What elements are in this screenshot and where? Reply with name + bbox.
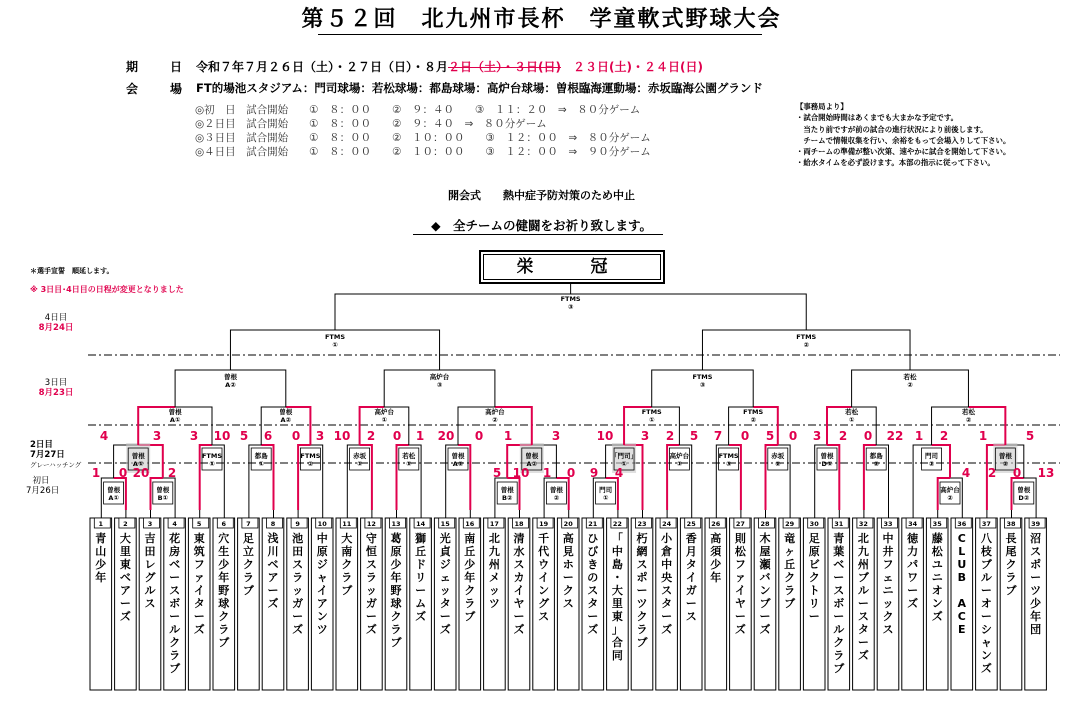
round-day3-label: 3日目 bbox=[44, 378, 68, 388]
venue-label: 門司 bbox=[599, 486, 613, 494]
score: 5 bbox=[1025, 429, 1035, 443]
venue-label: ② bbox=[965, 416, 972, 424]
round-day4-label: 4日目 bbox=[44, 313, 68, 323]
venue-label: FTMS bbox=[300, 452, 321, 460]
venue-label: 赤坂 bbox=[353, 452, 367, 460]
team-name: 池田スラッガーズ bbox=[292, 532, 304, 636]
team-name: C L U B A C E bbox=[957, 532, 967, 636]
team-number: 37 bbox=[981, 520, 991, 528]
team-name: 則松ファイヤーズ bbox=[734, 532, 746, 636]
champion-box: 栄 冠 bbox=[479, 250, 665, 284]
team-name: 高須少年 bbox=[710, 532, 722, 584]
venue-label: ③ bbox=[567, 303, 574, 311]
team-number: 4 bbox=[172, 520, 177, 528]
score: 1 bbox=[978, 429, 988, 443]
score: 0 bbox=[788, 429, 798, 443]
venue-label: 曽根 bbox=[107, 486, 121, 494]
dates-new: ２３日(土)・２４日(日) bbox=[573, 60, 703, 74]
team-name: 朽網スポーツクラブ bbox=[636, 532, 648, 649]
venue-label: 若松 bbox=[845, 408, 859, 416]
team-number: 9 bbox=[295, 520, 300, 528]
venue-label: 高炉台 bbox=[374, 408, 394, 416]
team-name: 香月タイガース bbox=[685, 532, 697, 623]
venue-label: 若松 bbox=[402, 452, 416, 460]
score: 0 bbox=[392, 429, 402, 443]
venue-label: FTMS bbox=[324, 333, 346, 341]
venue-label: 高炉台 bbox=[429, 373, 450, 381]
score: 2 bbox=[665, 429, 675, 443]
team-name: 藤松ユニオンズ bbox=[931, 532, 943, 623]
venue-label: ① bbox=[209, 460, 215, 468]
venue-label: ② bbox=[307, 460, 314, 468]
score: 9 bbox=[589, 466, 599, 480]
venue-label: ① bbox=[258, 460, 264, 468]
venue-label: 曽根 bbox=[1017, 486, 1031, 494]
score: 0 bbox=[863, 429, 873, 443]
venue-label: ① bbox=[332, 341, 338, 349]
team-name: 穴生少年野球クラブ bbox=[218, 532, 230, 649]
team-number: 2 bbox=[123, 520, 128, 528]
venue-label: A② bbox=[526, 460, 538, 468]
venue-label: 曽根 bbox=[549, 486, 563, 494]
score: 20 bbox=[437, 429, 455, 443]
note-line: 【事務局より】 bbox=[796, 102, 848, 111]
team-name: 北九州メッツ bbox=[488, 532, 500, 610]
team-name: 獅丘ドリームズ bbox=[415, 532, 427, 623]
team-number: 25 bbox=[686, 520, 696, 528]
team-name: 北九州ブルースターズ bbox=[857, 532, 869, 662]
winner-line bbox=[932, 445, 950, 478]
team-name: ひびきのスターズ bbox=[587, 532, 599, 636]
venue-label: 高炉台 bbox=[669, 452, 690, 460]
dates-main: 令和７年７月２６日（土）・２７日（日）・８月 bbox=[196, 60, 449, 74]
note-line: ・両チームの準備が整い次第、速やかに試合を開始して下さい。 bbox=[796, 147, 1011, 157]
score: 1 bbox=[503, 429, 513, 443]
venue-label: ② bbox=[1002, 460, 1009, 468]
venue-label: ③ bbox=[725, 460, 732, 468]
venue-label: 高炉台 bbox=[940, 486, 960, 494]
venue-label: B② bbox=[501, 494, 513, 502]
team-number: 1 bbox=[98, 520, 104, 528]
team-number: 3 bbox=[147, 520, 153, 528]
venue-label: 「門司」 bbox=[611, 452, 638, 460]
team-number: 8 bbox=[270, 520, 276, 528]
team-number: 23 bbox=[637, 520, 647, 528]
venue-label: 曽根 bbox=[998, 452, 1012, 460]
team-name: 千代ウイングス bbox=[538, 532, 550, 623]
team-name: 沼スポーツ少年団 bbox=[1030, 532, 1042, 636]
team-name: 青葉ベースボールクラブ bbox=[833, 532, 845, 675]
venue-label: ② bbox=[803, 341, 810, 349]
score: 3 bbox=[812, 429, 822, 443]
score: 0 bbox=[118, 466, 128, 480]
team-number: 22 bbox=[612, 520, 622, 528]
score: 7 bbox=[713, 429, 723, 443]
round-day2-note: グレーハッチング bbox=[30, 461, 82, 469]
score: 5 bbox=[492, 466, 502, 480]
schedule-day3: ◎３日目 試合開始 ① ８：００ ② １０：００ ③ １２：００ ⇒ ８０分ゲーム bbox=[195, 132, 651, 144]
team-number: 32 bbox=[858, 520, 868, 528]
venue-label: FTMS bbox=[743, 408, 764, 416]
team-name: 小倉中央スターズ bbox=[661, 532, 673, 636]
team-name: 八枝ブルーオーシャンズ bbox=[980, 532, 992, 675]
venue-label: ① bbox=[621, 460, 627, 468]
dates-struck: ２日（土）・３日(日) bbox=[448, 60, 561, 74]
team-number: 29 bbox=[785, 520, 795, 528]
team-number: 18 bbox=[514, 520, 524, 528]
note-line: チームで情報収集を行い、余裕をもって会場入りして下さい。 bbox=[796, 135, 1011, 145]
venue-label: FTMS bbox=[560, 295, 581, 303]
venue-label: 高炉台 bbox=[485, 408, 505, 416]
venue-label: A① bbox=[132, 460, 144, 468]
venue-label: A① bbox=[108, 494, 119, 502]
team-number: 34 bbox=[908, 520, 918, 528]
venue-label: ③ bbox=[436, 381, 443, 389]
venue-label: ② bbox=[553, 494, 560, 502]
page-title: 第５２回 北九州市長杯 学童軟式野球大会 bbox=[301, 6, 782, 32]
score: 10 bbox=[596, 429, 614, 443]
team-number: 17 bbox=[489, 520, 499, 528]
venue-label: D① bbox=[821, 460, 833, 468]
venue-label: 門司 bbox=[925, 452, 939, 460]
score: 2 bbox=[366, 429, 376, 443]
score: 1 bbox=[542, 466, 552, 480]
score: 0 bbox=[740, 429, 750, 443]
score: 5 bbox=[689, 429, 699, 443]
score: 4 bbox=[614, 466, 624, 480]
team-number: 19 bbox=[539, 520, 549, 528]
team-name: 「中島・大里東」合同 bbox=[611, 532, 623, 662]
team-number: 14 bbox=[416, 520, 426, 528]
venue-label: ② bbox=[775, 460, 781, 468]
change-note: ※ 3日目･4日目の日程が変更となりました bbox=[30, 285, 184, 294]
venue-text: FT的場池スタジアム：門司球場：若松球場：都島球場：高炉台球場：曽根臨海運動場：赤坂臨海公園グランド bbox=[196, 81, 763, 95]
team-name: 浅川ベアーズ bbox=[267, 532, 279, 610]
team-name: 守恒スラッガーズ bbox=[365, 532, 377, 636]
venue-label: 曽根 bbox=[156, 486, 170, 494]
team-name: 高見ホークス bbox=[562, 532, 574, 610]
score: 2 bbox=[838, 429, 848, 443]
round-day1-label: 初日 bbox=[32, 476, 50, 486]
venue-label: 曽根 bbox=[820, 452, 834, 460]
score: 4 bbox=[961, 466, 971, 480]
team-number: 28 bbox=[760, 520, 770, 528]
score: 4 bbox=[99, 429, 109, 443]
venue-label: FTMS bbox=[692, 373, 713, 381]
score: 3 bbox=[640, 429, 650, 443]
team-number: 36 bbox=[957, 520, 967, 528]
score: 1 bbox=[415, 429, 425, 443]
team-name: 花房ベースボールクラブ bbox=[169, 532, 181, 675]
score: 20 bbox=[132, 466, 150, 480]
venue-label: ① bbox=[676, 460, 683, 468]
venue-label: FTMS bbox=[718, 452, 739, 460]
venue-label: 都島 bbox=[869, 452, 883, 460]
score: 3 bbox=[551, 429, 561, 443]
wish-message: ◆ 全チームの健闘をお祈り致します。 bbox=[430, 218, 653, 233]
score: 3 bbox=[315, 429, 325, 443]
team-number: 27 bbox=[735, 520, 745, 528]
team-number: 26 bbox=[711, 520, 721, 528]
score: 6 bbox=[263, 429, 273, 443]
round-day3-date: 8月23日 bbox=[38, 388, 74, 398]
score: 0 bbox=[291, 429, 301, 443]
opening-ceremony: 開会式 熱中症予防対策のため中止 bbox=[448, 189, 635, 202]
score: 2 bbox=[939, 429, 949, 443]
score: 2 bbox=[167, 466, 177, 480]
seed-note: ＊選手宣誓 順延します。 bbox=[30, 267, 114, 275]
venue-label: 若松 bbox=[903, 373, 917, 381]
round-day4-date: 8月24日 bbox=[38, 323, 74, 333]
team-name: 東筑ファイターズ bbox=[193, 532, 205, 636]
team-name: 大南クラブ bbox=[341, 532, 353, 597]
team-number: 39 bbox=[1031, 520, 1041, 528]
team-name: 吉田レグルス bbox=[144, 532, 156, 610]
round-day1-date: 7月26日 bbox=[26, 486, 60, 496]
score: 1 bbox=[91, 466, 101, 480]
note-line: ・試合開始時間はあくまでも大まかな予定です。 bbox=[796, 113, 959, 123]
venue-label: ① bbox=[848, 416, 855, 424]
score: 3 bbox=[189, 429, 199, 443]
venue-label: ① bbox=[648, 416, 655, 424]
venue-label: FTMS bbox=[641, 408, 662, 416]
venue-label: ① bbox=[406, 460, 412, 468]
team-number: 11 bbox=[342, 520, 352, 528]
venue-label: 曽根 bbox=[525, 452, 539, 460]
team-number: 33 bbox=[883, 520, 893, 528]
venue-label: 曽根 bbox=[223, 373, 237, 381]
venue-label: 曽根 bbox=[168, 408, 182, 416]
venue-label: ② bbox=[947, 494, 953, 502]
team-name: 大里東ベアーズ bbox=[119, 532, 131, 623]
venue-label: ① bbox=[356, 460, 363, 468]
round-day2-date: 7月27日 bbox=[30, 450, 65, 460]
venue-label: 曽根 bbox=[279, 408, 293, 416]
venue-label: ② bbox=[873, 460, 879, 468]
venue-label: D② bbox=[1018, 494, 1030, 502]
team-number: 13 bbox=[391, 520, 401, 528]
score: 3 bbox=[152, 429, 162, 443]
score: 1 bbox=[914, 429, 924, 443]
team-number: 15 bbox=[440, 520, 450, 528]
score: 5 bbox=[765, 429, 775, 443]
team-number: 7 bbox=[246, 520, 251, 528]
venue-label: A① bbox=[169, 416, 181, 424]
team-number: 5 bbox=[196, 520, 202, 528]
venue-label: 都島 bbox=[254, 452, 268, 460]
dates-label: 期 日 bbox=[126, 60, 193, 74]
team-number: 10 bbox=[317, 520, 327, 528]
schedule-day1: ◎初 日 試合開始 ① ８：００ ② ９：４０ ③ １１：２０ ⇒ ８０分ゲーム bbox=[195, 104, 641, 116]
team-name: 足原ビクトリー bbox=[808, 532, 820, 623]
venue-label: 若松 bbox=[961, 408, 975, 416]
note-line: ・給水タイムを必ず設けます。本部の指示に従って下さい。 bbox=[796, 158, 995, 168]
schedule-day2: ◎２日目 試合開始 ① ８：００ ② ９：４０ ⇒ ８０分ゲーム bbox=[195, 118, 547, 130]
team-name: 足立クラブ bbox=[242, 532, 254, 597]
team-name: 青山少年 bbox=[95, 532, 107, 584]
team-name: 葛原少年野球クラブ bbox=[390, 532, 402, 649]
team-number: 35 bbox=[932, 520, 942, 528]
team-name: 木屋瀬バンブーズ bbox=[759, 532, 771, 636]
team-name: 中原ジャイアンツ bbox=[316, 532, 328, 636]
venue-label: 曽根 bbox=[500, 486, 514, 494]
score: 13 bbox=[1037, 466, 1055, 480]
score: 22 bbox=[886, 429, 904, 443]
venue-label: ③ bbox=[699, 381, 706, 389]
round-day2-label: 2日目 bbox=[30, 440, 53, 450]
venue-label: 会 場 bbox=[126, 82, 193, 96]
team-number: 12 bbox=[366, 520, 376, 528]
team-number: 24 bbox=[662, 520, 672, 528]
venue-label: FTMS bbox=[796, 333, 817, 341]
team-name: 長尾クラブ bbox=[1005, 532, 1017, 597]
venue-label: ① bbox=[381, 416, 387, 424]
venue-label: ② bbox=[750, 416, 756, 424]
team-number: 6 bbox=[221, 520, 227, 528]
venue-label: ② bbox=[907, 381, 913, 389]
team-name: 徳力パワーズ bbox=[907, 532, 919, 610]
score: 0 bbox=[474, 429, 484, 443]
score: 2 bbox=[987, 466, 997, 480]
venue-label: A② bbox=[225, 381, 236, 389]
venue-label: 曽根 bbox=[451, 452, 465, 460]
note-line: 当たり前ですが前の試合の進行状況により前後します。 bbox=[796, 124, 988, 134]
team-number: 38 bbox=[1006, 520, 1016, 528]
venue-label: B① bbox=[157, 494, 169, 502]
score: 5 bbox=[239, 429, 249, 443]
venue-label: A② bbox=[280, 416, 292, 424]
venue-label: ① bbox=[602, 494, 609, 502]
venue-label: 赤坂 bbox=[771, 452, 785, 460]
score: 0 bbox=[566, 466, 576, 480]
venue-label: A② bbox=[452, 460, 464, 468]
score: 10 bbox=[512, 466, 530, 480]
venue-label: 曽根 bbox=[131, 452, 145, 460]
venue-label: ② bbox=[928, 460, 935, 468]
team-number: 16 bbox=[465, 520, 475, 528]
team-name: 南丘少年クラブ bbox=[464, 532, 476, 623]
venue-label: FTMS bbox=[201, 452, 223, 460]
score: 10 bbox=[213, 429, 231, 443]
venue-label: ② bbox=[492, 416, 498, 424]
team-number: 21 bbox=[588, 520, 598, 528]
team-name: 中井フェニックス bbox=[882, 532, 894, 636]
team-number: 30 bbox=[809, 520, 819, 528]
score: 10 bbox=[333, 429, 351, 443]
score: 0 bbox=[1012, 466, 1022, 480]
team-name: 光貞ジェッターズ bbox=[439, 532, 451, 636]
team-name: 竜ヶ丘クラブ bbox=[784, 532, 796, 610]
team-number: 20 bbox=[563, 520, 573, 528]
schedule-day4: ◎４日目 試合開始 ① ８：００ ② １０：００ ③ １２：００ ⇒ ９０分ゲーム bbox=[195, 146, 651, 158]
team-number: 31 bbox=[834, 520, 844, 528]
team-name: 清水スカイヤーズ bbox=[513, 532, 525, 636]
